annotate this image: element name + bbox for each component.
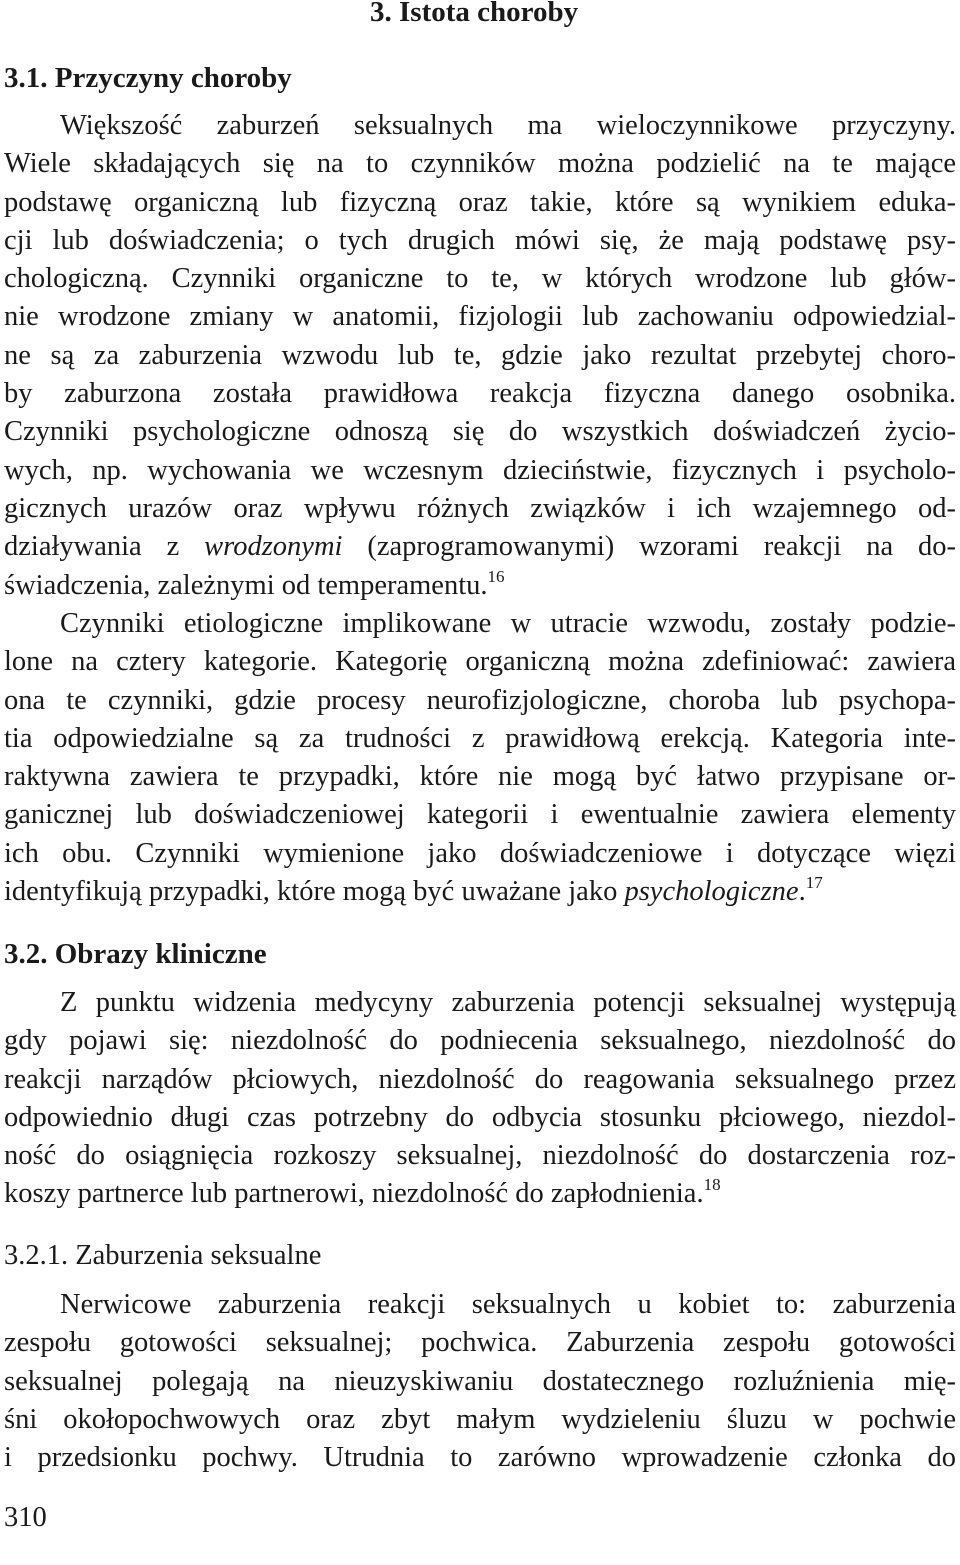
emphasis: wrodzonymi: [204, 531, 343, 563]
footnote-ref-16[interactable]: 16: [487, 566, 505, 586]
text-line: tia odpowiedzialne są za trudności z prawidłową erekcją. Kategoria inte-: [4, 722, 956, 754]
section-heading-3-2-1: 3.2.1. Zaburzenia seksualne: [4, 1240, 322, 1271]
section-heading-3-1: 3.1. Przyczyny choroby: [4, 62, 292, 94]
text-line: gicznych urazów oraz wpływu różnych związków i ich wzajemnego od-: [4, 492, 956, 524]
text-line: identyfikują przypadki, które mogą być uważane jako psychologiczne.$^{17}$: [4, 873, 823, 908]
text-line: ich obu. Czynniki wymienione jako doświadczeniowe i dotyczące więzi: [4, 837, 956, 869]
text-line: ona te czynniki, gdzie procesy neurofizjologiczne, choroba lub psychopa-: [4, 684, 956, 716]
paragraph-etiology: [4, 605, 956, 911]
text-line: cji lub doświadczenia; o tych drugich mówi się, że mają podstawę psy-: [4, 224, 956, 256]
section-heading-3-2: 3.2. Obrazy kliniczne: [4, 938, 267, 970]
text-line: śni okołopochwowych oraz zbyt małym wydzieleniu śluzu w pochwie: [4, 1403, 956, 1435]
paragraph-disorders: [4, 1286, 956, 1477]
text-line: ne są za zaburzenia wzwodu lub te, gdzie jako rezultat przebytej choro-: [4, 339, 956, 371]
chapter-title: 3. Istota choroby: [370, 0, 579, 28]
text-line: Z punktu widzenia medycyny zaburzenia potencji seksualnej występują: [60, 987, 956, 1018]
text-line: seksualnej polegają na nieuzyskiwaniu dostatecznego rozluźnienia mię-: [4, 1365, 956, 1397]
paragraph-clinical: [4, 984, 956, 1214]
text-line: nie wrodzone zmiany w anatomii, fizjologii lub zachowaniu odpowiedzial-: [4, 301, 956, 333]
text-line: Nerwicowe zaburzenia reakcji seksualnych u kobiet to: zaburzenia: [60, 1289, 956, 1320]
footnote-ref-17[interactable]: 17: [805, 873, 823, 893]
text-line: by zaburzona została prawidłowa reakcja fizyczna danego osobnika.: [4, 378, 956, 410]
text-line: Czynniki etiologiczne implikowane w utracie wzwodu, zostały podzie-: [60, 608, 956, 639]
text-line: ganicznej lub doświadczeniowej kategorii i ewentualnie zawiera elementy: [4, 799, 956, 831]
text-line: Czynniki psychologiczne odnoszą się do wszystkich doświadczeń życio-: [4, 416, 956, 448]
text-line: działywania z wrodzonymi (zaprogramowanymi) wzorami reakcji na do-: [4, 531, 956, 563]
text-line: ność do osiągnięcia rozkoszy seksualnej, niezdolność do dostarczenia roz-: [4, 1140, 956, 1172]
text-line: wych, np. wychowania we wczesnym dzieciństwie, fizycznych i psycholo-: [4, 454, 956, 486]
text-line: koszy partnerce lub partnerowi, niezdolność do zapłodnienia.$^{18}$: [4, 1175, 721, 1210]
text-line: świadczenia, zależnymi od temperamentu.$^{16}$: [4, 566, 505, 601]
text-line: reakcji narządów płciowych, niezdolność do reagowania seksualnego przez: [4, 1063, 956, 1095]
text-line: podstawę organiczną lub fizyczną oraz takie, które są wynikiem eduka-: [4, 186, 956, 218]
text-line: odpowiednio długi czas potrzebny do odbycia stosunku płciowego, niezdol-: [4, 1101, 956, 1133]
page-number: 310: [4, 1502, 47, 1533]
text-line: raktywna zawiera te przypadki, które nie mogą być łatwo przypisane or-: [4, 761, 956, 793]
paragraph-causes: [4, 107, 956, 605]
text-line: Wiele składających się na to czynników można podzielić na te mające: [4, 148, 956, 180]
emphasis: psychologiczne: [624, 876, 799, 908]
text-line: gdy pojawi się: niezdolność do podniecenia seksualnego, niezdolność do: [4, 1025, 956, 1057]
text-line: lone na cztery kategorie. Kategorię organiczną można zdefiniować: zawiera: [4, 646, 956, 678]
text-line: i przedsionku pochwy. Utrudnia to zarówno wprowadzenie członka do: [4, 1442, 956, 1474]
text-line: Większość zaburzeń seksualnych ma wieloczynnikowe przyczyny.: [60, 110, 956, 141]
text-line: chologiczną. Czynniki organiczne to te, w których wrodzone lub głów-: [4, 263, 956, 295]
text-line: zespołu gotowości seksualnej; pochwica. Zaburzenia zespołu gotowości: [4, 1327, 956, 1359]
footnote-ref-18[interactable]: 18: [703, 1175, 721, 1195]
